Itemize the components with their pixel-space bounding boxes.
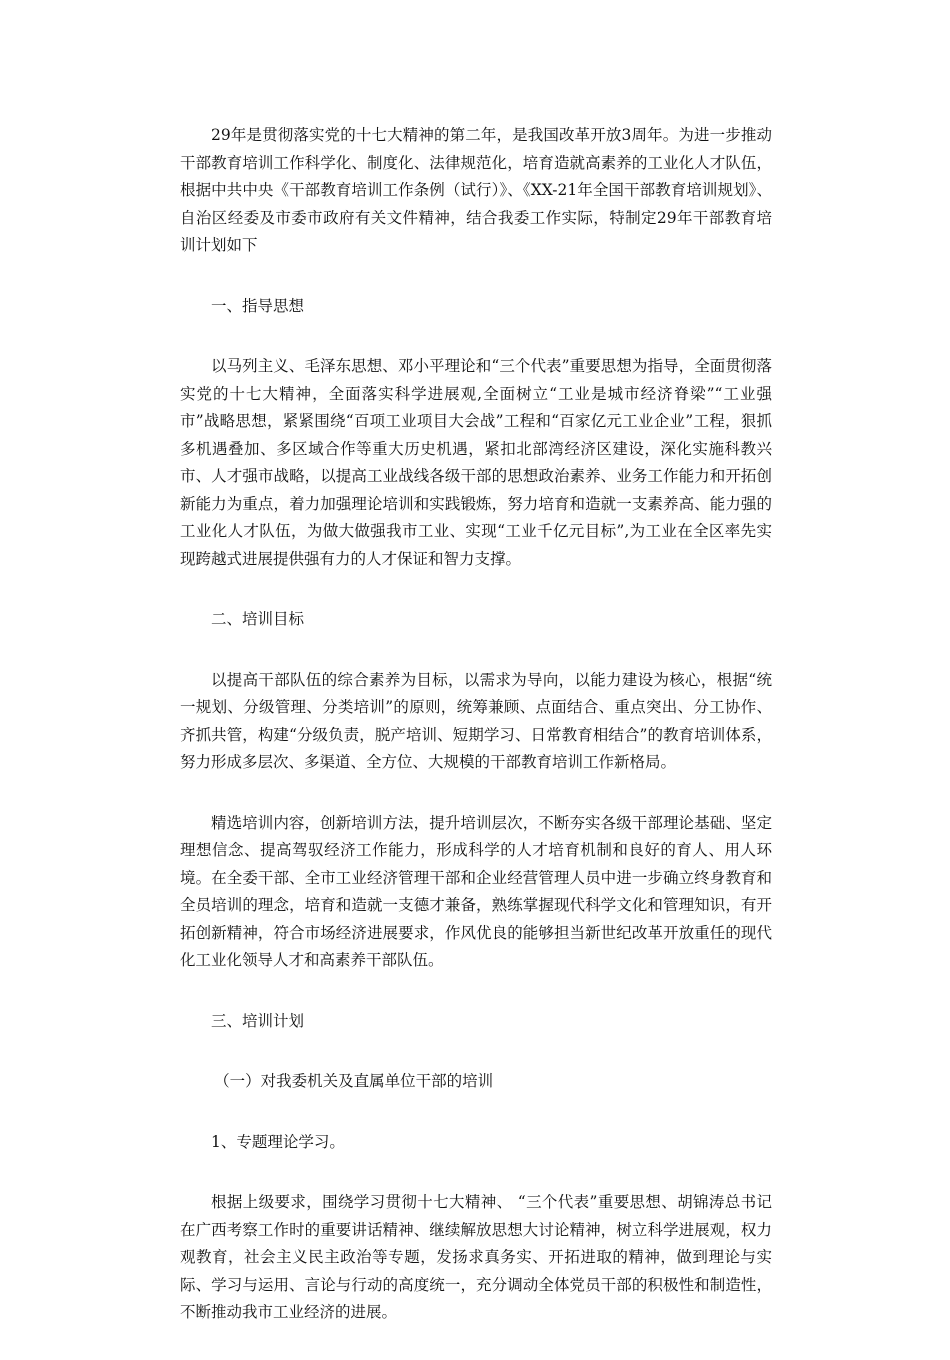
intro-paragraph: 29年是贯彻落实党的十七大精神的第二年，是我国改革开放3周年。为进一步推动干部教育培训工作科学化、制度化、法律规范化，培育造就高素养的工业化人才队伍，根据中共中央《干部教育培训工作条例（试行）》、《XX-21年全国干部教育培训规划》、自治区经委及市委市政府有关文件精神，结合我委工作实际，特制定29年干部教育培训计划如下: [180, 126, 772, 254]
theory-study-paragraph: 根据上级要求，围绕学习贯彻十七大精神、 “三个代表”重要思想、胡锦涛总书记在广西考察工作时的重要讲话精神、继续解放思想大讨论精神，树立科学进展观，权力观教育，社会主义民主政治等专题，发扬求真务实、开拓进取的精神，做到理论与实际、学习与运用、言论与行动的高度统一，充分调动全体党员干部的积极性和制造性，不断推动我市工业经济的进展。: [180, 1193, 772, 1321]
document-page: [180, 122, 772, 1360]
training-goals-paragraph-2: 精选培训内容，创新培训方法，提升培训层次，不断夯实各级干部理论基础、坚定理想信念、提高驾驭经济工作能力，形成科学的人才培育机制和良好的育人、用人环境。在全委干部、全市工业经济管理干部和企业经营管理人员中进一步确立终身教育和全员培训的理念，培育和造就一支德才兼备，熟练掌握现代科学文化和管理知识，有开拓创新精神，符合市场经济进展要求，作风优良的能够担当新世纪改革开放重任的现代化工业化领导人才和高素养干部队伍。: [180, 813, 772, 969]
item-heading-theory-study: 1、专题理论学习。: [211, 1132, 345, 1151]
section-heading-training-goals: 二、培训目标: [211, 610, 305, 628]
training-goals-paragraph-1: 以提高干部队伍的综合素养为目标，以需求为导向，以能力建设为核心，根据“统一规划、分级管理、分类培训”的原则，统筹兼顾、点面结合、重点突出、分工协作、齐抓共管，构建“分级负责，脱产培训、短期学习、日常教育相结合”的教育培训体系，努力形成多层次、多渠道、全方位、大规模的干部教育培训工作新格局。: [180, 670, 772, 771]
section-heading-guiding-ideology: 一、指导思想: [211, 296, 305, 315]
subsection-heading-agency-staff: （一）对我委机关及直属单位干部的培训: [214, 1072, 494, 1090]
guiding-ideology-paragraph: 以马列主义、毛泽东思想、邓小平理论和“三个代表”重要思想为指导，全面贯彻落实党的十七大精神，全面落实科学进展观,全面树立“工业是城市经济脊梁”“工业强市”战略思想，紧紧围绕“百项工业项目大会战”工程和“百家亿元工业企业”工程，狠抓多机遇叠加、多区域合作等重大历史机遇，紧扣北部湾经济区建设，深化实施科教兴市、人才强市战略，以提高工业战线各级干部的思想政治素养、业务工作能力和开拓创新能力为重点，着力加强理论培训和实践锻炼，努力培育和造就一支素养高、能力强的工业化人才队伍，为做大做强我市工业、实现“工业千亿元目标”,为工业在全区率先实现跨越式进展提供强有力的人才保证和智力支撑。: [180, 357, 772, 568]
section-heading-training-plan: 三、培训计划: [211, 1011, 305, 1030]
